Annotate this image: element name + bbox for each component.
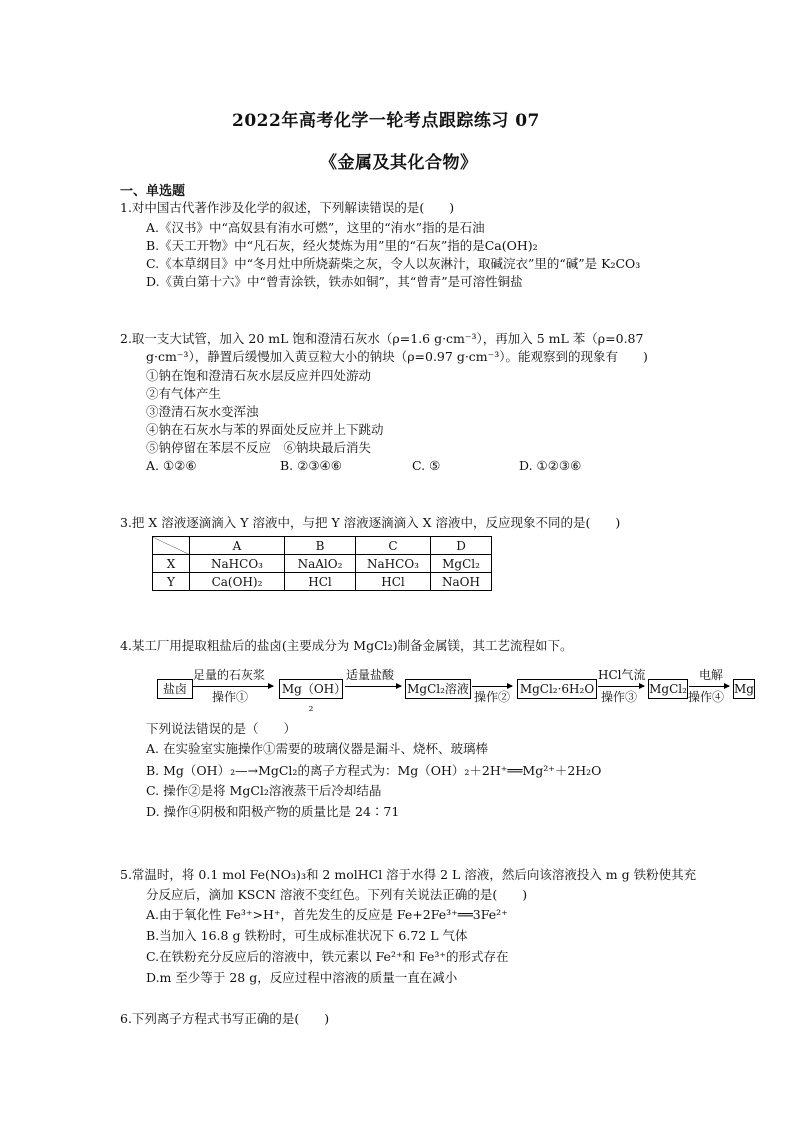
table-header-cell: A xyxy=(190,537,285,555)
flow-arrow2-label-top: 适量盐酸 xyxy=(346,668,395,682)
table-header-cell: D xyxy=(431,537,492,555)
q5-option-c: C.在铁粉充分反应后的溶液中，铁元素以 Fe²⁺和 Fe³⁺的形式存在 xyxy=(146,949,509,964)
table-row xyxy=(153,555,492,573)
table-cell: NaOH xyxy=(431,573,492,591)
table-cell: NaHCO₃ xyxy=(190,555,285,573)
q6-stem: 6.下列离子方程式书写正确的是( ) xyxy=(120,1011,330,1026)
q2-option-d: D. ①②③⑥ xyxy=(519,458,582,473)
q5-stem-line1: 5.常温时，将 0.1 mol Fe(NO₃)₃和 2 molHCl 溶于水得 2 L 溶液，然后向该溶液投入 m g 铁粉使其充 xyxy=(120,867,697,882)
q2-item-3: ③澄清石灰水变浑浊 xyxy=(146,404,259,419)
flow-arrow1-label-bottom: 操作① xyxy=(212,690,249,704)
q2-stem-line2: g·cm⁻³），静置后缓慢加入黄豆粒大小的钠块（ρ=0.97 g·cm⁻³）。能观察到的现象有 ) xyxy=(146,349,648,364)
q2-item-1: ①钠在饱和澄清石灰水层反应并四处游动 xyxy=(146,368,372,383)
flow-box-mgoh2: Mg（OH）₂ xyxy=(279,679,343,699)
q2-option-a: A. ①②⑥ xyxy=(146,458,197,473)
q4-option-d: D. 操作④阴极和阳极产物的质量比是 24∶71 xyxy=(146,804,400,819)
q4-option-c: C. 操作②是将 MgCl₂溶液蒸干后冷却结晶 xyxy=(146,783,382,798)
q2-item-4: ④钠在石灰水与苯的界面处反应并上下跳动 xyxy=(146,422,384,437)
flow-arrow4-label-bottom: 操作③ xyxy=(601,690,638,704)
q2-item-5: ⑤钠停留在苯层不反应 ⑥钠块最后消失 xyxy=(146,440,372,455)
section-heading: 一、单选题 xyxy=(120,184,186,199)
q4-option-b: B. Mg（OH）₂—→MgCl₂的离子方程式为：Mg（OH）₂＋2H⁺══Mg²⁺＋2H₂O xyxy=(146,763,602,778)
flow-arrow-2 xyxy=(345,686,401,687)
q1-option-c: C.《本草纲目》中“冬月灶中所烧薪柴之灰，令人以灰淋汁，取碱浣衣”里的“碱”是 K₂CO₃ xyxy=(146,256,641,271)
q4-stem: 4.某工厂用提取粗盐后的盐卤(主要成分为 MgCl₂)制备金属镁，其工艺流程如下。 xyxy=(120,638,573,653)
q3-table xyxy=(152,536,492,591)
table-cell: HCl xyxy=(285,573,356,591)
page-subtitle: 《金属及其化合物》 xyxy=(320,153,478,173)
q2-option-c: C. ⑤ xyxy=(412,458,441,473)
flow-arrow-1 xyxy=(193,686,273,687)
flow-arrow5-label-top: 电解 xyxy=(699,668,724,682)
table-cell: X xyxy=(153,555,190,573)
flow-arrow4-label-top: HCl气流 xyxy=(598,668,646,682)
q5-stem-line2: 分反应后，滴加 KSCN 溶液不变红色。下列有关说法正确的是( ) xyxy=(146,887,528,902)
table-header-row xyxy=(153,537,492,555)
flow-arrow-4 xyxy=(598,686,644,687)
flow-arrow3-label-bottom: 操作② xyxy=(474,690,511,704)
flow-arrow-3 xyxy=(472,686,512,687)
table-header-cell: B xyxy=(285,537,356,555)
flow-box-mg: Mg xyxy=(733,679,755,699)
table-cell: HCl xyxy=(356,573,431,591)
table-cell: NaHCO₃ xyxy=(356,555,431,573)
q4-option-a: A. 在实验室实施操作①需要的玻璃仪器是漏斗、烧杯、玻璃棒 xyxy=(146,741,488,756)
q5-option-b: B.当加入 16.8 g 铁粉时，可生成标准状况下 6.72 L 气体 xyxy=(146,928,468,943)
q4-prompt: 下列说法错误的是（ ） xyxy=(146,721,297,736)
flow-box-brine: 盐卤 xyxy=(157,679,193,699)
q2-stem-line1: 2.取一支大试管，加入 20 mL 饱和澄清石灰水（ρ=1.6 g·cm⁻³），再加入 5 mL 苯（ρ=0.87 xyxy=(120,331,644,346)
flow-arrow-5 xyxy=(689,686,729,687)
q1-option-d: D.《黄白第十六》中“曾青涂铁，铁赤如铜”，其“曾青”是可溶性铜盐 xyxy=(146,274,523,289)
q2-option-b: B. ②③④⑥ xyxy=(280,458,342,473)
table-header-cell: C xyxy=(356,537,431,555)
q2-item-2: ②有气体产生 xyxy=(146,386,222,401)
table-corner-cell xyxy=(153,537,190,555)
q1-option-a: A.《汉书》中“高奴县有洧水可燃”，这里的“洧水”指的是石油 xyxy=(146,220,485,235)
flow-box-mgcl2-solution: MgCl₂溶液 xyxy=(405,679,471,699)
table-cell: MgCl₂ xyxy=(431,555,492,573)
q3-stem: 3.把 X 溶液逐滴滴入 Y 溶液中，与把 Y 溶液逐滴滴入 X 溶液中，反应现象不同的是( ) xyxy=(120,515,621,530)
flow-box-mgcl2: MgCl₂ xyxy=(648,679,688,699)
q1-option-b: B.《天工开物》中“凡石灰，经火焚炼为用”里的“石灰”指的是Ca(OH)₂ xyxy=(146,238,538,253)
table-cell: NaAlO₂ xyxy=(285,555,356,573)
table-cell: Ca(OH)₂ xyxy=(190,573,285,591)
flow-box-mgcl2-hydrate: MgCl₂·6H₂O xyxy=(517,679,597,699)
table-cell: Y xyxy=(153,573,190,591)
flow-arrow1-label-top: 足量的石灰浆 xyxy=(193,668,266,682)
table-row xyxy=(153,573,492,591)
page-title: 2022年高考化学一轮考点跟踪练习 07 xyxy=(232,111,540,131)
q5-option-d: D.m 至少等于 28 g，反应过程中溶液的质量一直在减小 xyxy=(146,970,458,985)
q5-option-a: A.由于氧化性 Fe³⁺>H⁺，首先发生的反应是 Fe+2Fe³⁺══3Fe²⁺ xyxy=(146,907,508,922)
flow-arrow5-label-bottom: 操作④ xyxy=(688,690,725,704)
q1-stem: 1.对中国古代著作涉及化学的叙述，下列解读错误的是( ) xyxy=(120,200,455,215)
